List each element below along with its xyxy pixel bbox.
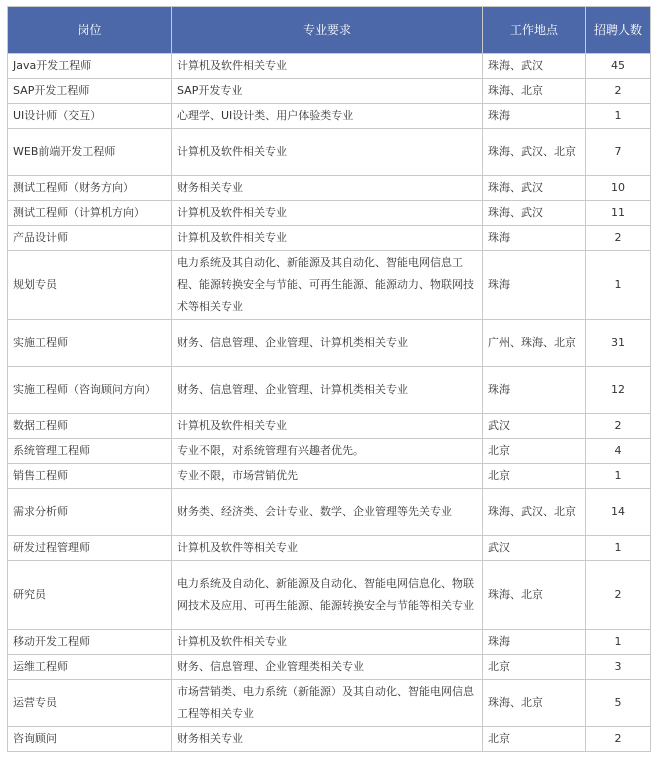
cell-count: 2 bbox=[586, 226, 651, 251]
table-row bbox=[8, 320, 651, 367]
cell-position: WEB前端开发工程师 bbox=[8, 129, 172, 176]
cell-location: 珠海 bbox=[483, 104, 586, 129]
cell-location: 珠海 bbox=[483, 367, 586, 414]
cell-count: 10 bbox=[586, 176, 651, 201]
cell-count: 11 bbox=[586, 201, 651, 226]
cell-major: 电力系统及自动化、新能源及自动化、智能电网信息化、物联网技术及应用、可再生能源、能源转换安全与节能等相关专业 bbox=[172, 561, 483, 630]
cell-location: 广州、珠海、北京 bbox=[483, 320, 586, 367]
cell-count: 2 bbox=[586, 561, 651, 630]
cell-location: 珠海、武汉、北京 bbox=[483, 489, 586, 536]
header-location: 工作地点 bbox=[483, 7, 586, 54]
cell-major: 市场营销类、电力系统（新能源）及其自动化、智能电网信息工程等相关专业 bbox=[172, 680, 483, 727]
cell-count: 5 bbox=[586, 680, 651, 727]
header-row bbox=[8, 7, 651, 54]
cell-major: SAP开发专业 bbox=[172, 79, 483, 104]
cell-count: 2 bbox=[586, 727, 651, 752]
table-row bbox=[8, 79, 651, 104]
cell-position: 测试工程师（财务方向） bbox=[8, 176, 172, 201]
cell-count: 1 bbox=[586, 630, 651, 655]
cell-location: 珠海、武汉 bbox=[483, 54, 586, 79]
cell-count: 1 bbox=[586, 536, 651, 561]
cell-position: Java开发工程师 bbox=[8, 54, 172, 79]
cell-location: 珠海、北京 bbox=[483, 680, 586, 727]
cell-count: 7 bbox=[586, 129, 651, 176]
header-major: 专业要求 bbox=[172, 7, 483, 54]
cell-location: 北京 bbox=[483, 439, 586, 464]
cell-position: 系统管理工程师 bbox=[8, 439, 172, 464]
cell-major: 计算机及软件相关专业 bbox=[172, 201, 483, 226]
cell-location: 武汉 bbox=[483, 536, 586, 561]
cell-major: 计算机及软件相关专业 bbox=[172, 129, 483, 176]
cell-position: 运营专员 bbox=[8, 680, 172, 727]
recruitment-table bbox=[7, 6, 651, 752]
table-row bbox=[8, 201, 651, 226]
cell-count: 1 bbox=[586, 251, 651, 320]
cell-location: 北京 bbox=[483, 464, 586, 489]
cell-position: 数据工程师 bbox=[8, 414, 172, 439]
table-row bbox=[8, 251, 651, 320]
cell-count: 12 bbox=[586, 367, 651, 414]
cell-count: 31 bbox=[586, 320, 651, 367]
cell-count: 3 bbox=[586, 655, 651, 680]
table-row bbox=[8, 226, 651, 251]
cell-position: 移动开发工程师 bbox=[8, 630, 172, 655]
cell-major: 计算机及软件等相关专业 bbox=[172, 536, 483, 561]
table-row bbox=[8, 367, 651, 414]
cell-position: 测试工程师（计算机方向） bbox=[8, 201, 172, 226]
header-count: 招聘人数 bbox=[586, 7, 651, 54]
cell-major: 财务、信息管理、企业管理类相关专业 bbox=[172, 655, 483, 680]
table-row bbox=[8, 680, 651, 727]
table-row bbox=[8, 727, 651, 752]
cell-position: 销售工程师 bbox=[8, 464, 172, 489]
cell-count: 2 bbox=[586, 79, 651, 104]
cell-location: 北京 bbox=[483, 727, 586, 752]
cell-location: 珠海 bbox=[483, 630, 586, 655]
table-row bbox=[8, 630, 651, 655]
cell-position: 研发过程管理师 bbox=[8, 536, 172, 561]
cell-position: UI设计师（交互） bbox=[8, 104, 172, 129]
table-row bbox=[8, 129, 651, 176]
cell-location: 珠海、武汉 bbox=[483, 201, 586, 226]
cell-count: 4 bbox=[586, 439, 651, 464]
cell-major: 计算机及软件相关专业 bbox=[172, 226, 483, 251]
cell-location: 武汉 bbox=[483, 414, 586, 439]
cell-count: 2 bbox=[586, 414, 651, 439]
table-row bbox=[8, 176, 651, 201]
header-position: 岗位 bbox=[8, 7, 172, 54]
cell-position: 实施工程师 bbox=[8, 320, 172, 367]
cell-count: 1 bbox=[586, 104, 651, 129]
cell-major: 电力系统及其自动化、新能源及其自动化、智能电网信息工程、能源转换安全与节能、可再生能源、能源动力、物联网技术等相关专业 bbox=[172, 251, 483, 320]
cell-count: 45 bbox=[586, 54, 651, 79]
table-row bbox=[8, 439, 651, 464]
cell-major: 专业不限，市场营销优先 bbox=[172, 464, 483, 489]
table-row bbox=[8, 104, 651, 129]
cell-location: 珠海 bbox=[483, 226, 586, 251]
cell-major: 财务相关专业 bbox=[172, 176, 483, 201]
table-row bbox=[8, 655, 651, 680]
cell-major: 计算机及软件相关专业 bbox=[172, 54, 483, 79]
table-row bbox=[8, 489, 651, 536]
cell-location: 珠海、武汉、北京 bbox=[483, 129, 586, 176]
table-row bbox=[8, 464, 651, 489]
cell-position: SAP开发工程师 bbox=[8, 79, 172, 104]
table-row bbox=[8, 54, 651, 79]
cell-position: 研究员 bbox=[8, 561, 172, 630]
cell-location: 珠海 bbox=[483, 251, 586, 320]
cell-location: 珠海、北京 bbox=[483, 561, 586, 630]
cell-count: 1 bbox=[586, 464, 651, 489]
cell-position: 运维工程师 bbox=[8, 655, 172, 680]
cell-major: 财务相关专业 bbox=[172, 727, 483, 752]
table-row bbox=[8, 536, 651, 561]
cell-position: 产品设计师 bbox=[8, 226, 172, 251]
cell-major: 计算机及软件相关专业 bbox=[172, 630, 483, 655]
cell-position: 实施工程师（咨询顾问方向） bbox=[8, 367, 172, 414]
table-row bbox=[8, 561, 651, 630]
cell-location: 珠海、北京 bbox=[483, 79, 586, 104]
cell-major: 财务、信息管理、企业管理、计算机类相关专业 bbox=[172, 320, 483, 367]
cell-major: 心理学、UI设计类、用户体验类专业 bbox=[172, 104, 483, 129]
cell-position: 咨询顾问 bbox=[8, 727, 172, 752]
cell-major: 计算机及软件相关专业 bbox=[172, 414, 483, 439]
cell-major: 专业不限，对系统管理有兴趣者优先。 bbox=[172, 439, 483, 464]
table-row bbox=[8, 414, 651, 439]
cell-location: 北京 bbox=[483, 655, 586, 680]
cell-major: 财务、信息管理、企业管理、计算机类相关专业 bbox=[172, 367, 483, 414]
cell-location: 珠海、武汉 bbox=[483, 176, 586, 201]
cell-count: 14 bbox=[586, 489, 651, 536]
cell-position: 规划专员 bbox=[8, 251, 172, 320]
cell-position: 需求分析师 bbox=[8, 489, 172, 536]
cell-major: 财务类、经济类、会计专业、数学、企业管理等先关专业 bbox=[172, 489, 483, 536]
